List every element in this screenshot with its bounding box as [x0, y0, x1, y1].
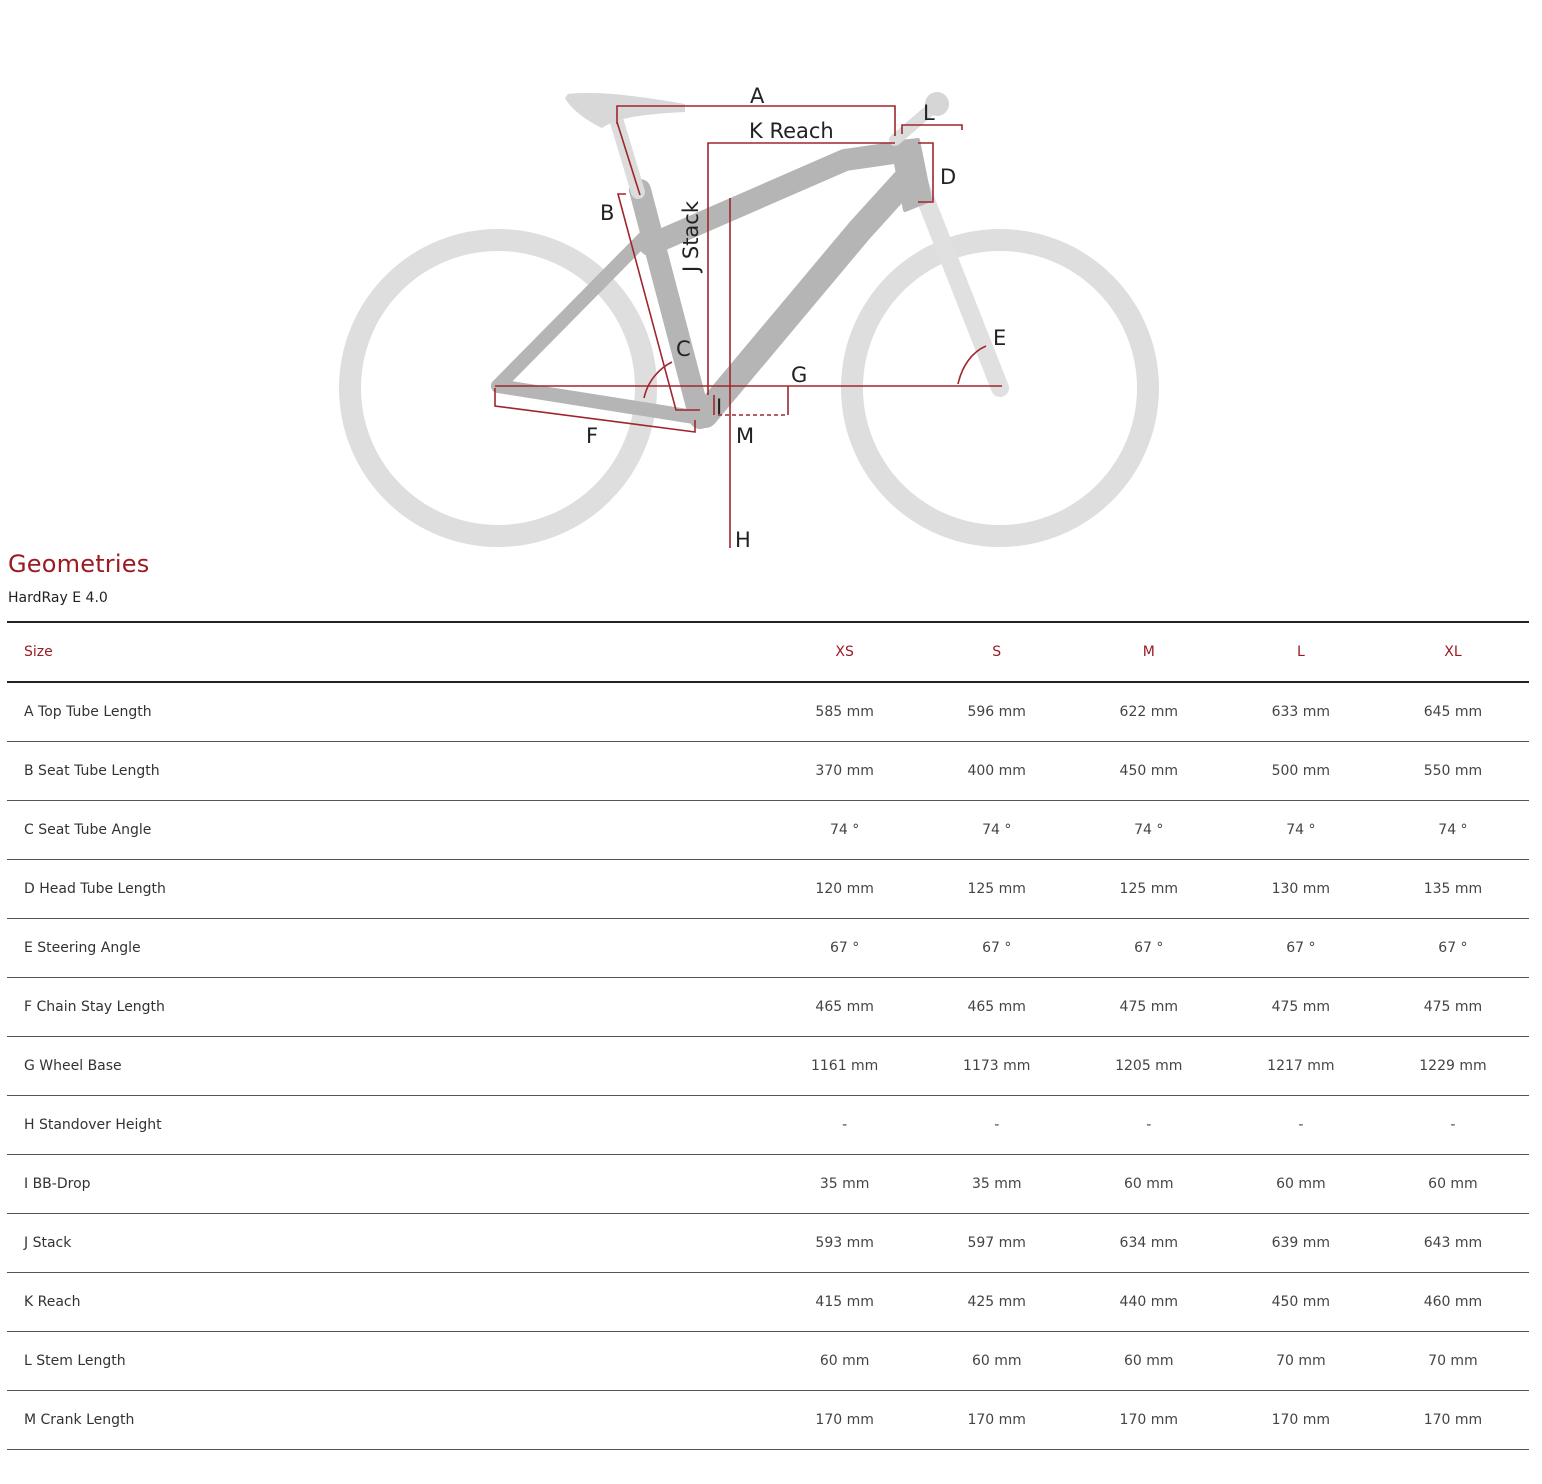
- row-value: 460 mm: [1423, 1294, 1483, 1310]
- table-row: [7, 801, 1529, 860]
- label-j-stack: J Stack: [679, 200, 703, 272]
- table-row: [7, 1155, 1529, 1214]
- row-value: 60 mm: [1124, 1176, 1174, 1192]
- row-value: 440 mm: [1119, 1294, 1178, 1310]
- label-c: C: [676, 337, 691, 361]
- row-label: F Chain Stay Length: [24, 999, 165, 1015]
- row-value: 1205 mm: [1115, 1058, 1183, 1074]
- size-xs-header: XS: [835, 644, 854, 660]
- row-label: K Reach: [24, 1294, 81, 1310]
- row-label: I BB-Drop: [24, 1176, 91, 1192]
- row-value: -: [1146, 1117, 1152, 1133]
- row-value: 500 mm: [1271, 763, 1331, 779]
- row-value: 585 mm: [815, 704, 874, 720]
- row-value: -: [994, 1117, 1000, 1133]
- table-row: [7, 1332, 1529, 1391]
- label-i: I: [716, 395, 723, 419]
- row-value: 633 mm: [1271, 704, 1331, 720]
- row-value: 60 mm: [1124, 1353, 1174, 1369]
- row-value: 67 °: [1438, 940, 1468, 956]
- row-value: 67 °: [1286, 940, 1316, 956]
- geometry-table: [7, 621, 1529, 1450]
- row-label: G Wheel Base: [24, 1058, 122, 1074]
- row-value: 550 mm: [1423, 763, 1483, 779]
- row-value: 370 mm: [815, 763, 874, 779]
- row-value: 74 °: [1286, 822, 1316, 838]
- row-value: 622 mm: [1119, 704, 1178, 720]
- bike-frame: [498, 140, 930, 418]
- table-row: [7, 978, 1529, 1037]
- row-value: 74 °: [982, 822, 1012, 838]
- row-value: 450 mm: [1119, 763, 1178, 779]
- row-value: 1217 mm: [1267, 1058, 1335, 1074]
- size-m-header: M: [1142, 644, 1155, 660]
- row-value: 1229 mm: [1419, 1058, 1487, 1074]
- table-row: [7, 682, 1529, 742]
- row-value: -: [1450, 1117, 1456, 1133]
- label-f: F: [586, 424, 599, 448]
- label-a: A: [750, 84, 765, 108]
- row-value: 125 mm: [967, 881, 1026, 897]
- table-row: [7, 1214, 1529, 1273]
- row-value: 135 mm: [1423, 881, 1483, 897]
- label-k-reach: K Reach: [749, 119, 834, 143]
- row-value: 465 mm: [815, 999, 874, 1015]
- table-header-row: [7, 622, 1529, 682]
- row-value: 170 mm: [1119, 1412, 1178, 1428]
- row-value: 70 mm: [1428, 1353, 1478, 1369]
- row-value: 475 mm: [1119, 999, 1178, 1015]
- row-value: 35 mm: [819, 1176, 870, 1192]
- row-label: A Top Tube Length: [24, 704, 152, 720]
- row-value: -: [1298, 1117, 1304, 1133]
- row-value: 475 mm: [1423, 999, 1483, 1015]
- size-l-header: L: [1296, 644, 1305, 660]
- row-value: 74 °: [1134, 822, 1164, 838]
- label-l: L: [923, 101, 935, 125]
- table-row: [7, 860, 1529, 919]
- row-value: 130 mm: [1271, 881, 1331, 897]
- row-value: 639 mm: [1271, 1235, 1331, 1251]
- saddle: [565, 93, 685, 128]
- row-value: 593 mm: [815, 1235, 874, 1251]
- row-value: 60 mm: [1276, 1176, 1326, 1192]
- row-value: 596 mm: [967, 704, 1026, 720]
- row-value: 634 mm: [1119, 1235, 1178, 1251]
- row-label: C Seat Tube Angle: [24, 822, 152, 838]
- row-label: B Seat Tube Length: [24, 763, 160, 779]
- row-value: 415 mm: [815, 1294, 874, 1310]
- size-xl-header: XL: [1444, 644, 1462, 660]
- size-s-header: S: [992, 644, 1002, 660]
- row-value: 35 mm: [971, 1176, 1022, 1192]
- row-value: 170 mm: [967, 1412, 1026, 1428]
- row-value: 67 °: [830, 940, 860, 956]
- label-e: E: [993, 326, 1007, 350]
- row-value: 60 mm: [1428, 1176, 1478, 1192]
- row-label: H Standover Height: [24, 1117, 162, 1133]
- table-row: [7, 742, 1529, 801]
- row-label: E Steering Angle: [24, 940, 141, 956]
- row-value: 645 mm: [1423, 704, 1483, 720]
- row-label: L Stem Length: [24, 1353, 126, 1369]
- row-value: 1173 mm: [963, 1058, 1031, 1074]
- row-value: 67 °: [982, 940, 1012, 956]
- row-value: 1161 mm: [810, 1058, 879, 1074]
- row-value: 170 mm: [815, 1412, 874, 1428]
- row-label: D Head Tube Length: [24, 881, 166, 897]
- row-value: 67 °: [1134, 940, 1164, 956]
- row-value: 74 °: [830, 822, 860, 838]
- label-h: H: [735, 528, 751, 552]
- row-value: 70 mm: [1276, 1353, 1326, 1369]
- row-value: 400 mm: [967, 763, 1026, 779]
- size-header: Size: [24, 644, 53, 660]
- row-value: 60 mm: [819, 1353, 870, 1369]
- bike-geometry-diagram: [0, 0, 1542, 560]
- label-g: G: [791, 363, 808, 387]
- row-value: 170 mm: [1271, 1412, 1331, 1428]
- row-value: 450 mm: [1271, 1294, 1331, 1310]
- row-value: 425 mm: [967, 1294, 1026, 1310]
- fork: [918, 180, 1000, 388]
- table-row: [7, 1391, 1529, 1450]
- row-value: 465 mm: [967, 999, 1026, 1015]
- row-value: 597 mm: [967, 1235, 1026, 1251]
- label-d: D: [940, 165, 957, 189]
- row-value: 125 mm: [1119, 881, 1178, 897]
- row-label: J Stack: [24, 1235, 72, 1251]
- label-m: M: [736, 424, 755, 448]
- row-value: 170 mm: [1423, 1412, 1483, 1428]
- table-row: [7, 1037, 1529, 1096]
- row-value: 60 mm: [971, 1353, 1022, 1369]
- table-row: [7, 919, 1529, 978]
- label-b: B: [600, 201, 615, 225]
- row-value: 120 mm: [815, 881, 874, 897]
- row-value: 643 mm: [1423, 1235, 1483, 1251]
- row-label: M Crank Length: [24, 1412, 135, 1428]
- row-value: -: [842, 1117, 848, 1133]
- row-value: 475 mm: [1271, 999, 1331, 1015]
- page-title: Geometries: [8, 550, 150, 578]
- row-value: 74 °: [1438, 822, 1468, 838]
- model-name: HardRay E 4.0: [8, 590, 108, 606]
- table-row: [7, 1096, 1529, 1155]
- table-row: [7, 1273, 1529, 1332]
